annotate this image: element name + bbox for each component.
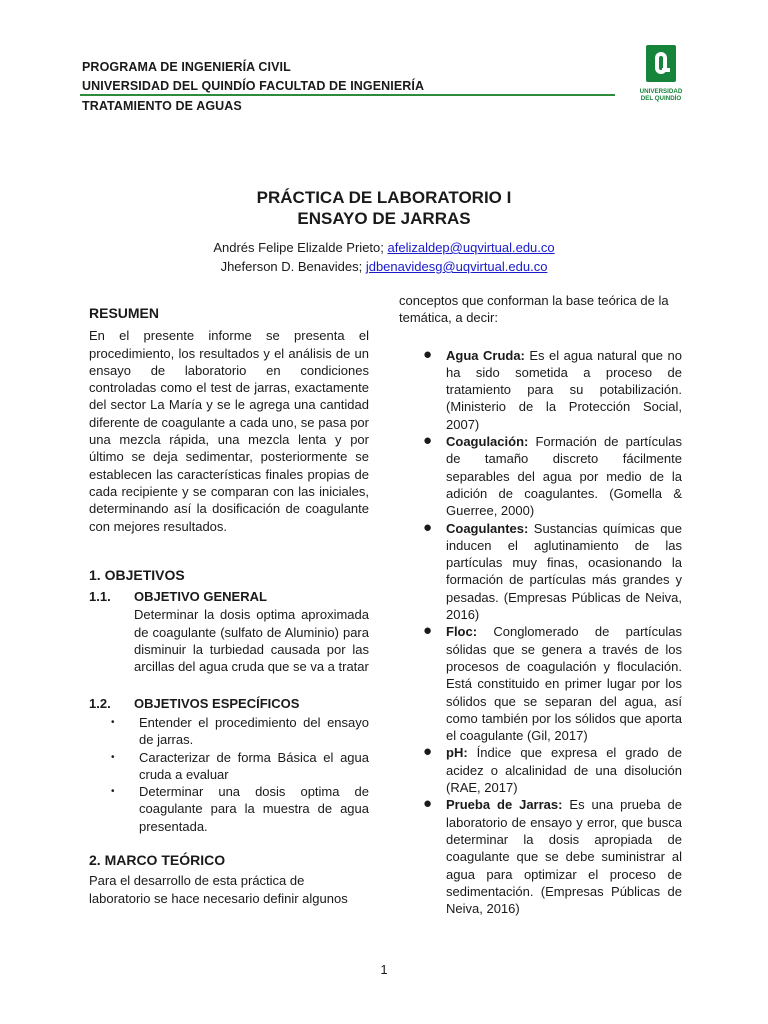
list-item-text: Entender el procedimiento del ensayo de jarras. [139, 714, 369, 748]
definition-item: ● Floc: Conglomerado de partículas sólidas que se genera a través de los procesos de coagulación y floculación. Está constituido en primer lugar por los sólidos que se separan del agua, así como también por los sólidos que aporta el coagulante (Gil, 2017) [423, 622, 682, 744]
header-university: UNIVERSIDAD DEL QUINDÍO FACULTAD DE INGENIERÍA [82, 79, 425, 93]
definitions-list [399, 347, 682, 918]
resumen-text: En el presente informe se presenta el procedimiento, los resultados y el análisis de un ensayo de laboratorio en condiciones controladas como el test de jarras, exactamente del sector La María y se le agrega una cantidad diferente de coagulante a cada uno, se pasa por una mezcla rápida, una mezcla lenta y por último se deja sedimentar, posteriormente se establecen las características finales propias de cada recipiente y se comparan con las iniciales, determinando así la dosificación de coagulante con mejores resultados. [89, 328, 369, 534]
definition-item: ● Prueba de Jarras: Es una prueba de laboratorio de ensayo y error, que busca determinar la dosis apropiada de coagulante que se debe suministrar al agua para optimizar el proceso de sedimentación. (Empresas Públicas de Neiva, 2016) [423, 795, 683, 917]
objetivo-general-title: OBJETIVO GENERAL [134, 589, 267, 605]
header-divider [80, 94, 615, 96]
objetivo-general-heading [89, 588, 369, 605]
definition-text: Formación de partículas de tamaño discreto fácilmente separables del agua por medio de la adición de coagulantes. (Gomella & Guerree, 2000) [446, 434, 682, 519]
list-item: • Determinar una dosis optima de coagulante para la muestra de agua presentada. [111, 784, 369, 834]
definition-term: Prueba de Jarras: [446, 797, 563, 813]
author-1-name: Andrés Felipe Elizalde Prieto; [213, 240, 384, 255]
definition-item: ● pH: Índice que expresa el grado de acidez o alcalinidad de una disolución (RAE, 2017) [423, 743, 682, 796]
definition-item: ● Coagulantes: Sustancias químicas que inducen el aglutinamiento de las partículas muy finas, ocasionando la formación de partículas más grandes y pesadas. (Empresas Públicas de Neiva, 2016) [423, 518, 682, 623]
objetivos-especificos-list [89, 714, 369, 835]
definition-term: pH: [446, 745, 468, 761]
resumen-heading: RESUMEN [89, 305, 160, 321]
header-course: TRATAMIENTO DE AGUAS [82, 99, 242, 113]
author-2-email-link[interactable]: jdbenavidesg@uqvirtual.edu.co [365, 259, 548, 274]
header-program: PROGRAMA DE INGENIERÍA CIVIL [82, 60, 291, 74]
author-2-name: Jheferson D. Benavides; [220, 259, 363, 274]
logo-text-line2: DEL QUINDÍO [640, 95, 682, 102]
list-item: • Entender el procedimiento del ensayo de jarras. [111, 714, 369, 748]
list-item-text: Determinar una dosis optima de coagulante para la muestra de agua presentada. [139, 784, 369, 834]
definition-term: Floc: [446, 624, 478, 640]
objetivos-especificos-number: 1.2. [89, 695, 111, 711]
marco-teorico-heading: 2. MARCO TEÓRICO [89, 852, 226, 869]
title-line1: PRÁCTICA DE LABORATORIO I [256, 188, 512, 207]
author-2 [0, 259, 768, 274]
objetivo-general-text: Determinar la dosis optima aproximada de coagulante (sulfato de Aluminio) para disminuir la turbiedad causada por las arcillas del agua cruda que se va a tratar [134, 607, 369, 675]
logo-text-line1: UNIVERSIDAD [639, 88, 683, 95]
right-column [399, 292, 682, 917]
author-1-email-link[interactable]: afelizaldep@uqvirtual.edu.co [387, 240, 555, 255]
definition-item: ● Agua Cruda: Es el agua natural que no ha sido sometida a proceso de tratamiento para su potabilización. (Ministerio de la Protección Social, 2007) [423, 345, 682, 432]
logo-wordmark [630, 88, 692, 102]
marco-teorico-continuation: conceptos que conforman la base teórica de la temática, a decir: [399, 293, 669, 326]
objetivos-especificos-heading [89, 695, 369, 712]
definition-item: ● Coagulación: Formación de partículas de tamaño discreto fácilmente separables del agua por medio de la adición de coagulantes. (Gomella & Guerree, 2000) [423, 432, 682, 519]
page-number: 1 [380, 962, 388, 977]
author-1 [0, 240, 768, 255]
definition-text: Sustancias químicas que inducen el aglutinamiento de las partículas muy finas, ocasionando la formación de partículas más grandes y pesadas. (Empresas Públicas de Neiva, 2016) [446, 520, 682, 623]
definition-text: Es una prueba de laboratorio de ensayo y error, que busca determinar la dosis apropiada de coagulante que se debe suministrar al agua para optimizar el proceso de sedimentación. (Empresas Públicas de Neiva, 2016) [446, 797, 683, 917]
definition-text: Es el agua natural que no ha sido sometida a proceso de tratamiento para su potabilización. (Ministerio de la Protección Social, 2007) [446, 347, 682, 432]
list-item: • Caracterizar de forma Básica el agua cruda a evaluar [111, 749, 369, 782]
objetivos-heading: 1. OBJETIVOS [89, 566, 185, 583]
list-item-text: Caracterizar de forma Básica el agua cruda a evaluar [139, 749, 369, 782]
definition-text: Índice que expresa el grado de acidez o alcalinidad de una disolución (RAE, 2017) [446, 745, 682, 796]
definition-term: Agua Cruda: [446, 347, 525, 363]
title-line2: ENSAYO DE JARRAS [297, 209, 471, 228]
left-column [89, 305, 369, 907]
definition-term: Coagulantes: [446, 520, 529, 536]
objetivos-especificos-title: OBJETIVOS ESPECÍFICOS [134, 695, 300, 711]
objetivo-general-number: 1.1. [89, 589, 111, 605]
marco-teorico-intro: Para el desarrollo de esta práctica de laboratorio se hace necesario definir algunos [89, 873, 348, 906]
definition-term: Coagulación: [446, 434, 529, 450]
document-title [0, 187, 768, 229]
definition-text: Conglomerado de partículas sólidas que se genera a través de los procesos de coagulación y floculación. Está constituido en primer lugar por los sólidos que se separan del agua, así como también por los sólidos que aporta el coagulante (Gil, 2017) [446, 624, 682, 744]
